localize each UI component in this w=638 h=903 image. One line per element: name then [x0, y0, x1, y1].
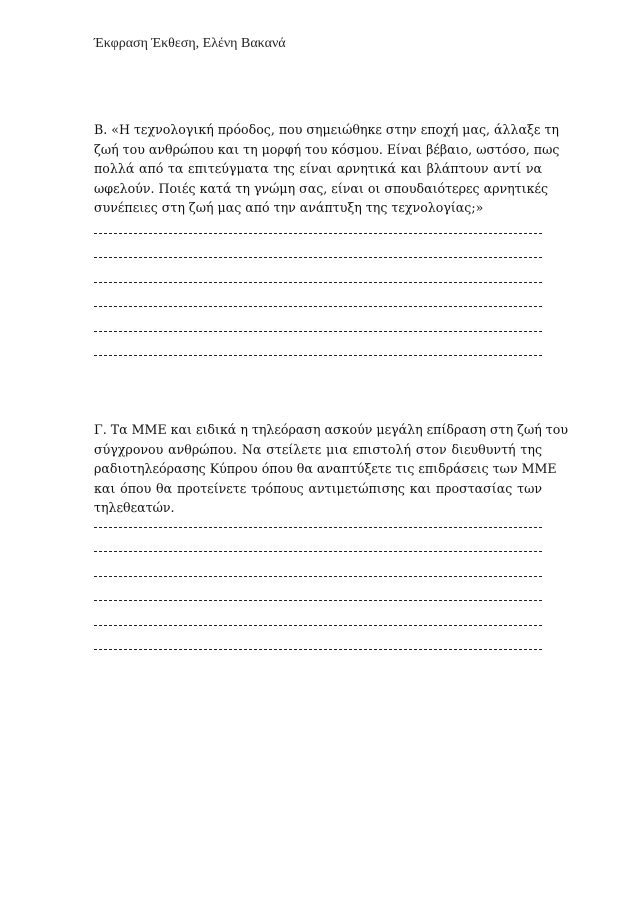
question-b-line: Β. «Η τεχνολογική πρόοδος, που σημειώθηκε στην εποχή μας, άλλαξε τη — [94, 122, 559, 137]
answer-line-g[interactable] — [94, 576, 542, 577]
page-header: Έκφραση Έκθεση, Ελένη Βακανά — [94, 36, 286, 51]
question-g — [94, 420, 568, 518]
question-b-line: ζωή του ανθρώπου και τη μορφή του κόσμου. Είναι βέβαιο, ωστόσο, πως — [94, 141, 560, 157]
question-b-line: συνέπειες στη ζωή μας από την ανάπτυξη της τεχνολογίας;» — [94, 200, 484, 216]
answer-line-b[interactable] — [94, 233, 542, 234]
answer-line-g[interactable] — [94, 527, 542, 528]
answer-line-g[interactable] — [94, 551, 542, 552]
answer-line-b[interactable] — [94, 282, 542, 283]
answer-line-b[interactable] — [94, 355, 542, 356]
question-g-line: ραδιοτηλεόρασης Κύπρου όπου θα αναπτύξετε τις επιδράσεις των ΜΜΕ — [94, 461, 557, 477]
answer-line-g[interactable] — [94, 600, 542, 601]
question-g-line: και όπου θα προτείνετε τρόπους αντιμετώπισης και προστασίας των — [94, 480, 542, 496]
answer-line-b[interactable] — [94, 257, 542, 258]
question-b-line: ωφελούν. Ποιές κατά τη γνώμη σας, είναι οι σπουδαιότερες αρνητικές — [94, 180, 549, 196]
answer-line-b[interactable] — [94, 331, 542, 332]
question-g-line: σύγχρονου ανθρώπου. Να στείλετε μια επιστολή στον διευθυντή της — [94, 441, 542, 457]
question-b — [94, 120, 560, 218]
question-g-line: τηλεθεατών. — [94, 500, 175, 516]
answer-line-b[interactable] — [94, 306, 542, 307]
question-g-line: Γ. Τα ΜΜΕ και ειδικά η τηλεόραση ασκούν μεγάλη επίδραση στη ζωή του — [94, 422, 568, 437]
answer-line-g[interactable] — [94, 649, 542, 650]
question-b-line: πολλά από τα επιτεύγματα της είναι αρνητικά και βλάπτουν αντί να — [94, 161, 542, 177]
answer-line-g[interactable] — [94, 625, 542, 626]
